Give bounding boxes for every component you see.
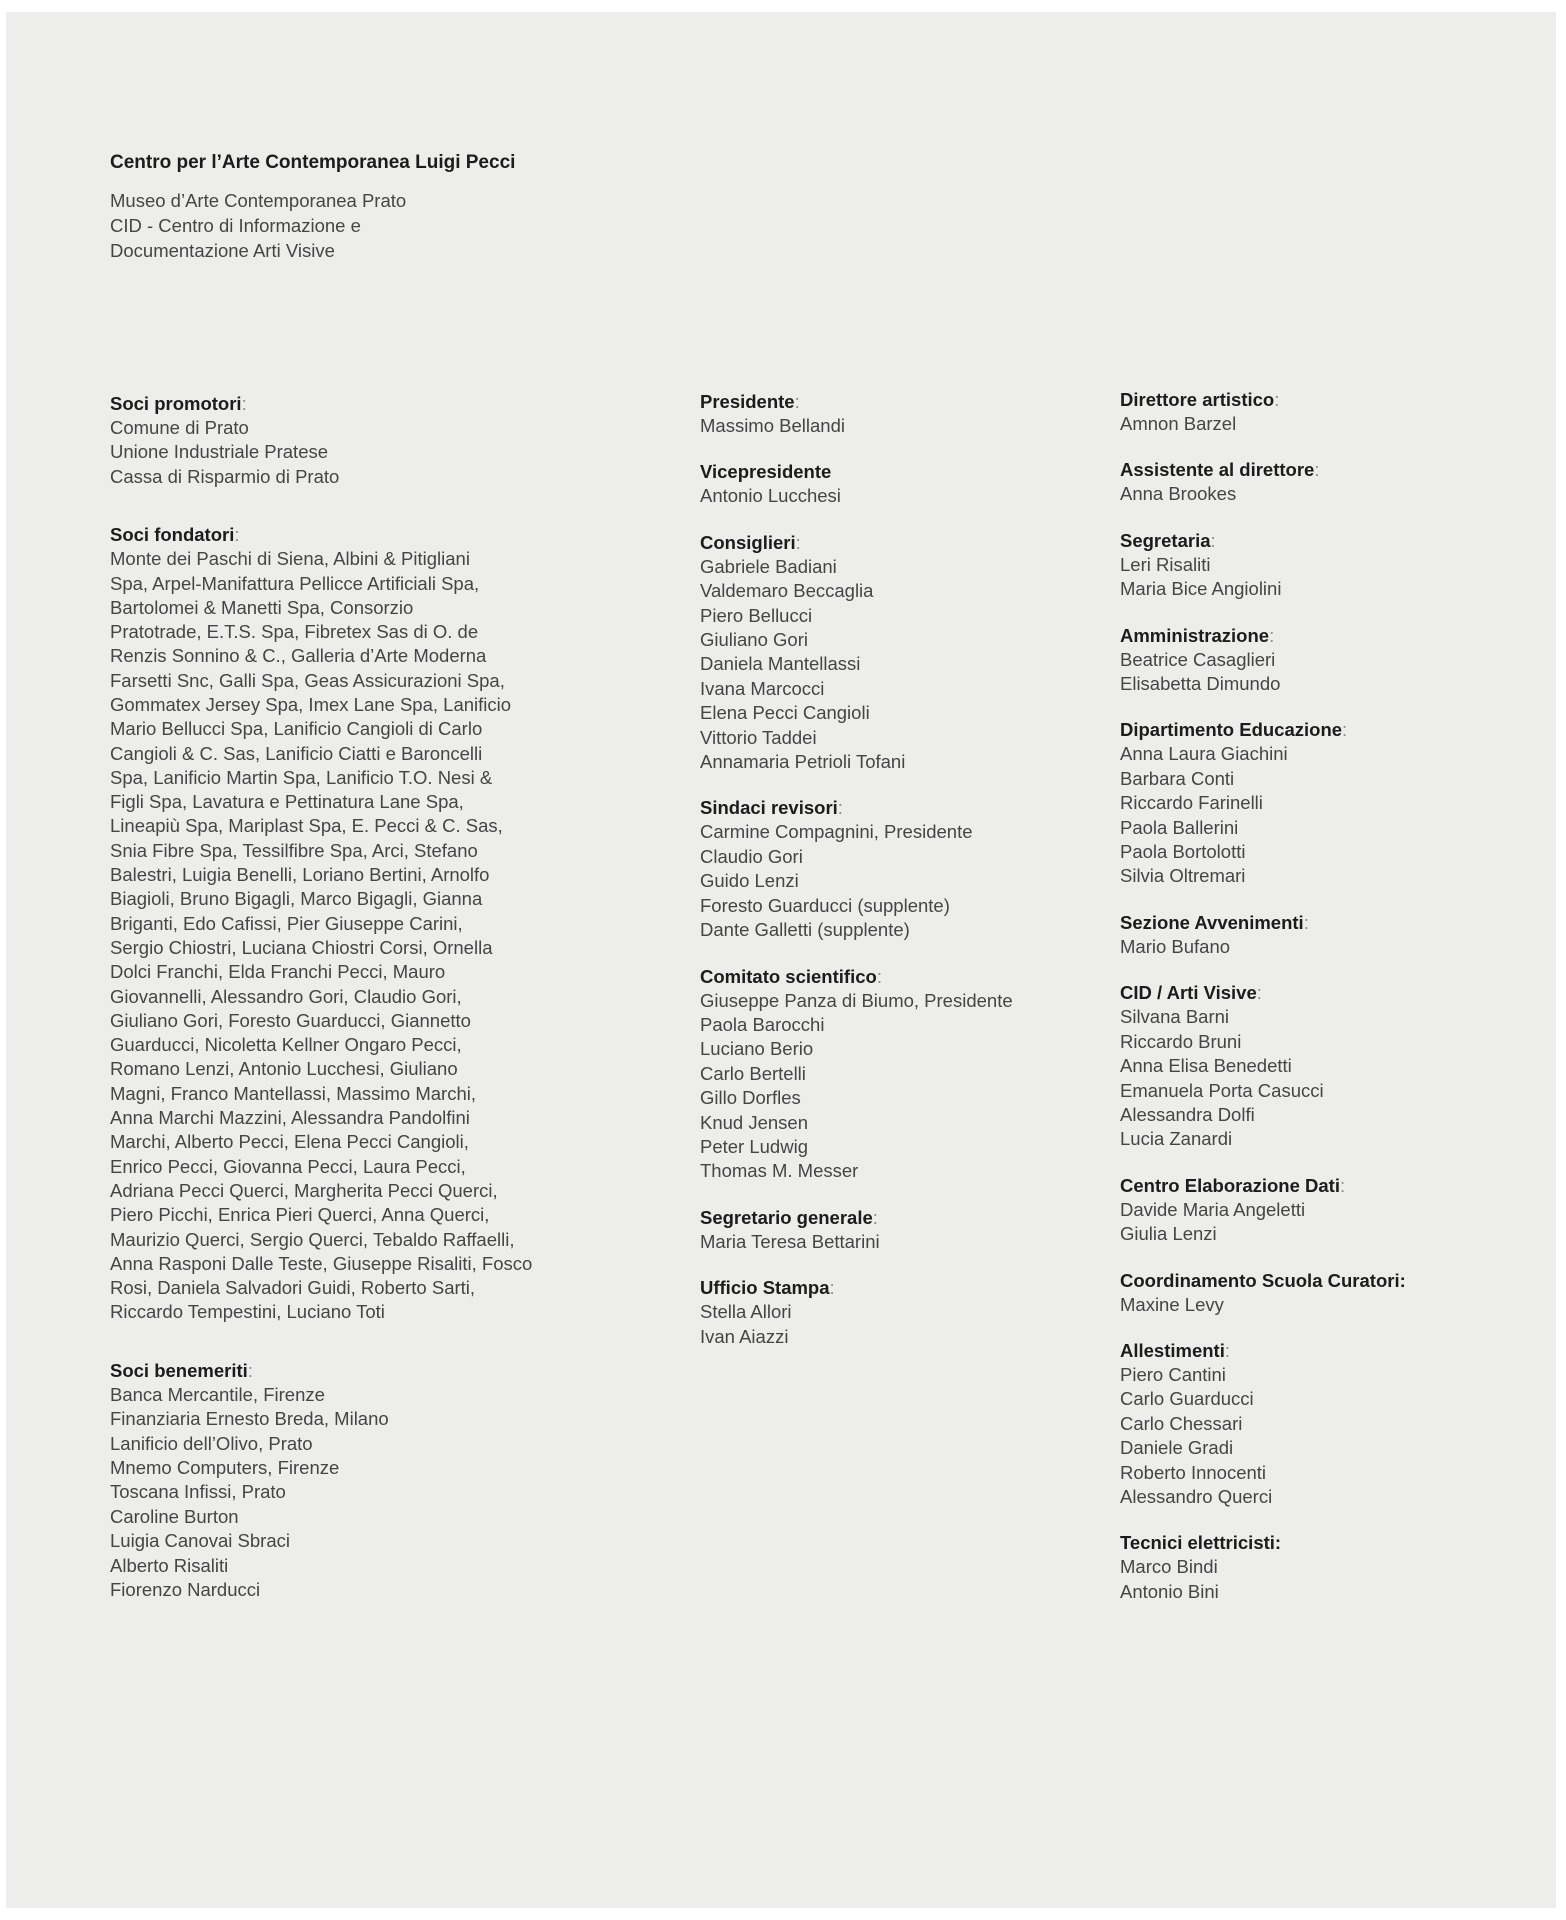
section-title: Sindaci revisori: (700, 797, 843, 819)
list-item: Alessandro Querci (1120, 1485, 1273, 1507)
section-title: Tecnici elettricisti: (1120, 1532, 1282, 1554)
list-item: Giuliano Gori (700, 629, 808, 651)
list-item: Giulia Lenzi (1120, 1223, 1217, 1245)
list-item: Elisabetta Dimundo (1120, 673, 1281, 695)
column-soci (110, 392, 610, 1636)
list-item: Piero Cantini (1120, 1363, 1226, 1385)
list-item: Beatrice Casaglieri (1120, 648, 1276, 670)
list-item: Banca Mercantile, Firenze (110, 1383, 325, 1405)
list-item: Ivan Aiazzi (700, 1325, 789, 1347)
list-item: Paola Ballerini (1120, 816, 1239, 838)
list-item: Piero Bellucci (700, 604, 813, 626)
list-item: Silvana Barni (1120, 1006, 1230, 1028)
list-item: Peter Ludwig (700, 1135, 808, 1157)
section-segretaria (1120, 529, 1540, 602)
list-item: Emanuela Porta Casucci (1120, 1079, 1324, 1101)
list-item: Gillo Dorfles (700, 1087, 801, 1109)
section-soci-promotori (110, 392, 610, 489)
list-item: Antonio Lucchesi (700, 485, 841, 507)
list-item: Alberto Risaliti (110, 1554, 229, 1576)
list-item: Maria Bice Angiolini (1120, 578, 1282, 600)
section-direttore-artistico (1120, 388, 1540, 436)
header-line: Documentazione Arti Visive (110, 240, 335, 261)
section-title: Amministrazione: (1120, 624, 1275, 646)
list-item: Cassa di Risparmio di Prato (110, 465, 340, 487)
list-item: Carlo Chessari (1120, 1412, 1243, 1434)
section-scuola-curatori (1120, 1269, 1540, 1317)
list-item: Dante Galletti (supplente) (700, 919, 910, 941)
list-item: Davide Maria Angeletti (1120, 1198, 1306, 1220)
list-item: Anna Brookes (1120, 483, 1237, 505)
section-vicepresidente (700, 460, 1120, 508)
list-item: Lanificio dell’Olivo, Prato (110, 1432, 313, 1454)
list-item: Roberto Innocenti (1120, 1461, 1267, 1483)
section-centro-elaborazione-dati (1120, 1174, 1540, 1247)
list-item: Fiorenzo Narducci (110, 1578, 261, 1600)
list-item: Mnemo Computers, Firenze (110, 1456, 340, 1478)
list-item: Finanziaria Ernesto Breda, Milano (110, 1408, 389, 1430)
section-title: Assistente al direttore: (1120, 459, 1320, 481)
list-item: Silvia Oltremari (1120, 865, 1246, 887)
section-amministrazione (1120, 624, 1540, 697)
list-item: Valdemaro Beccaglia (700, 580, 874, 602)
list-item: Amnon Barzel (1120, 413, 1237, 434)
section-title: Centro Elaborazione Dati: (1120, 1174, 1346, 1196)
list-item: Leri Risaliti (1120, 553, 1211, 575)
list-item: Luciano Berio (700, 1038, 814, 1060)
org-title: Centro per l’Arte Contemporanea Luigi Pecci (110, 152, 516, 173)
section-title: Soci promotori: (110, 393, 247, 414)
section-soci-benemeriti (110, 1359, 610, 1603)
section-title: Comitato scientifico: (700, 965, 882, 987)
section-educazione (1120, 718, 1540, 888)
list-item: Elena Pecci Cangioli (700, 702, 870, 724)
section-title: Dipartimento Educazione: (1120, 719, 1348, 741)
header (110, 152, 515, 263)
section-title: Soci fondatori: (110, 524, 240, 546)
section-title: Segretario generale: (700, 1206, 878, 1228)
list-item: Comune di Prato (110, 417, 249, 438)
section-sindaci-revisori (700, 796, 1120, 942)
list-item: Thomas M. Messer (700, 1160, 859, 1182)
section-title: CID / Arti Visive: (1120, 982, 1262, 1004)
list-item: Ivana Marcocci (700, 677, 825, 699)
list-item: Maxine Levy (1120, 1293, 1224, 1315)
section-avvenimenti (1120, 911, 1540, 959)
list-item: Luigia Canovai Sbraci (110, 1530, 290, 1552)
section-title: Presidente: (700, 391, 800, 412)
list-item: Daniela Mantellassi (700, 653, 861, 675)
list-item: Mario Bufano (1120, 935, 1231, 957)
list-item: Toscana Infissi, Prato (110, 1481, 286, 1503)
list-item: Alessandra Dolfi (1120, 1103, 1255, 1125)
section-title: Direttore artistico: (1120, 389, 1280, 410)
list-item: Unione Industriale Pratese (110, 441, 329, 463)
list-item: Anna Laura Giachini (1120, 743, 1288, 765)
section-ufficio-stampa (700, 1276, 1120, 1349)
list-item: Foresto Guarducci (supplente) (700, 894, 950, 916)
list-item: Lucia Zanardi (1120, 1128, 1233, 1150)
header-line: CID - Centro di Informazione e (110, 215, 361, 236)
list-item: Antonio Bini (1120, 1580, 1219, 1602)
section-title: Soci benemeriti: (110, 1359, 253, 1381)
section-title: Consiglieri: (700, 531, 801, 553)
section-title: Coordinamento Scuola Curatori: (1120, 1269, 1406, 1291)
section-soci-fondatori (110, 523, 610, 1325)
column-organi (700, 390, 1120, 1371)
list-item: Knud Jensen (700, 1111, 809, 1133)
list-item: Paola Bortolotti (1120, 841, 1246, 863)
list-item: Paola Barocchi (700, 1013, 825, 1035)
list-item: Maria Teresa Bettarini (700, 1230, 880, 1252)
list-item: Gabriele Badiani (700, 555, 837, 577)
section-title: Ufficio Stampa: (700, 1277, 835, 1299)
header-line: Museo d’Arte Contemporanea Prato (110, 190, 407, 211)
list-item: Anna Elisa Benedetti (1120, 1055, 1292, 1077)
section-comitato-scientifico (700, 965, 1120, 1184)
list-item: Vittorio Taddei (700, 726, 817, 748)
section-title: Segretaria: (1120, 529, 1216, 551)
list-item: Daniele Gradi (1120, 1437, 1234, 1459)
section-title: Vicepresidente (700, 461, 832, 483)
list-item: Annamaria Petrioli Tofani (700, 751, 906, 773)
section-assistente (1120, 458, 1540, 506)
list-item: Riccardo Farinelli (1120, 792, 1263, 814)
list-item: Carlo Guarducci (1120, 1388, 1254, 1410)
list-item: Massimo Bellandi (700, 415, 845, 436)
section-allestimenti (1120, 1339, 1540, 1509)
column-staff (1120, 388, 1540, 1626)
list-item: Claudio Gori (700, 845, 803, 867)
section-segretario-generale (700, 1206, 1120, 1254)
section-cid-arti-visive (1120, 981, 1540, 1151)
list-item: Carlo Bertelli (700, 1062, 806, 1084)
section-presidente (700, 390, 1120, 438)
list-item: Caroline Burton (110, 1505, 239, 1527)
section-tecnici-elettricisti (1120, 1531, 1540, 1604)
list-item: Giuseppe Panza di Biumo, Presidente (700, 989, 1013, 1011)
list-item: Riccardo Bruni (1120, 1030, 1242, 1052)
fondatori-paragraph: Monte dei Paschi di Siena, Albini & Pitigliani Spa, Arpel-Manifattura Pellicce Artificiali Spa, Bartolomei & Manetti Spa, Consorzio Pratotrade, E.T.S. Spa, Fibretex Sas di O. de Renzis Sonnino & C., Galleria d’Arte Moderna Farsetti Snc, Galli Spa, Geas Assicurazioni Spa, Gommatex Jersey Spa, Imex Lane Spa, Lanificio Mario Bellucci Spa, Lanificio Cangioli di Carlo Cangioli & C. Sas, Lanificio Ciatti e Baroncelli Spa, Lanificio Martin Spa, Lanificio T.O. Nesi & Figli Spa, Lavatura e Pettinatura Lane Spa, Lineapiù Spa, Mariplast Spa, E. Pecci & C. Sas, Snia Fibre Spa, Tessilfibre Spa, Arci, Stefano Balestri, Luigia Benelli, Loriano Bertini, Arnolfo Biagioli, Bruno Bigagli, Marco Bigagli, Gianna Briganti, Edo Cafissi, Pier Giuseppe Carini, Sergio Chiostri, Luciana Chiostri Corsi, Ornella Dolci Franchi, Elda Franchi Pecci, Mauro Giovannelli, Alessandro Gori, Claudio Gori, Giuliano Gori, Foresto Guarducci, Giannetto Guarducci, Nicoletta Kellner Ongaro Pecci, Romano Lenzi, Antonio Lucchesi, Giuliano Magni, Franco Mantellassi, Massimo Marchi, Anna Marchi Mazzini, Alessandra Pandolfini Marchi, Alberto Pecci, Elena Pecci Cangioli, Enrico Pecci, Giovanna Pecci, Laura Pecci, Adriana Pecci Querci, Margherita Pecci Querci, Piero Picchi, Enrica Pieri Querci, Anna Querci, Maurizio Querci, Sergio Querci, Tebaldo Raffaelli, Anna Rasponi Dalle Teste, Giuseppe Risaliti, Fosco Rosi, Daniela Salvadori Guidi, Roberto Sarti, Riccardo Tempestini, Luciano Toti (110, 548, 533, 1323)
list-item: Carmine Compagnini, Presidente (700, 821, 973, 843)
section-consiglieri (700, 531, 1120, 775)
section-title: Sezione Avvenimenti: (1120, 911, 1309, 933)
list-item: Stella Allori (700, 1301, 792, 1323)
list-item: Guido Lenzi (700, 870, 799, 892)
list-item: Barbara Conti (1120, 767, 1235, 789)
list-item: Marco Bindi (1120, 1556, 1218, 1578)
section-title: Allestimenti: (1120, 1339, 1230, 1361)
